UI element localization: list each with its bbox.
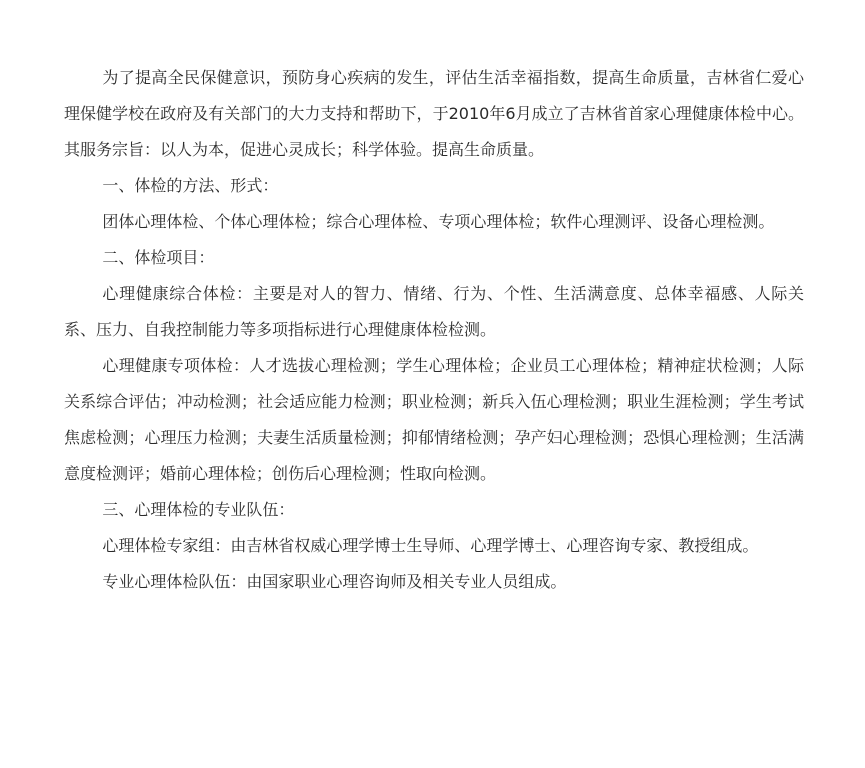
methods-paragraph: 团体心理体检、个体心理体检；综合心理体检、专项心理体检；软件心理测评、设备心理检测。 <box>102 212 775 231</box>
comprehensive-exam-paragraph: 心理健康综合体检：主要是对人的智力、情绪、行为、个性、生活满意度、总体幸福感、人际关系、压力、自我控制能力等多项指标进行心理健康体检检测。 <box>64 284 804 339</box>
professional-team-paragraph: 专业心理体检队伍：由国家职业心理咨询师及相关专业人员组成。 <box>102 572 567 591</box>
intro-paragraph: 为了提高全民保健意识，预防身心疾病的发生，评估生活幸福指数，提高生命质量，吉林省仁爱心理保健学校在政府及有关部门的大力支持和帮助下，于2010年6月成立了吉林省首家心理健康体检中心。其服务宗旨：以人为本，促进心灵成长；科学体验。提高生命质量。 <box>64 68 804 159</box>
section-heading-methods: 一、体检的方法、形式： <box>102 176 279 195</box>
section-heading-team: 三、心理体检的专业队伍： <box>102 500 295 519</box>
expert-group-paragraph: 心理体检专家组：由吉林省权威心理学博士生导师、心理学博士、心理咨询专家、教授组成。 <box>102 536 759 555</box>
section-heading-items: 二、体检项目： <box>102 248 215 267</box>
document-body <box>64 60 804 600</box>
special-exam-paragraph: 心理健康专项体检：人才选拔心理检测；学生心理体检；企业员工心理体检；精神症状检测；人际关系综合评估；冲动检测；社会适应能力检测；职业检测；新兵入伍心理检测；职业生涯检测；学生考试焦虑检测；心理压力检测；夫妻生活质量检测；抑郁情绪检测；孕产妇心理检测；恐惧心理检测；生活满意度检测评；婚前心理体检；创伤后心理检测；性取向检测。 <box>64 356 804 483</box>
